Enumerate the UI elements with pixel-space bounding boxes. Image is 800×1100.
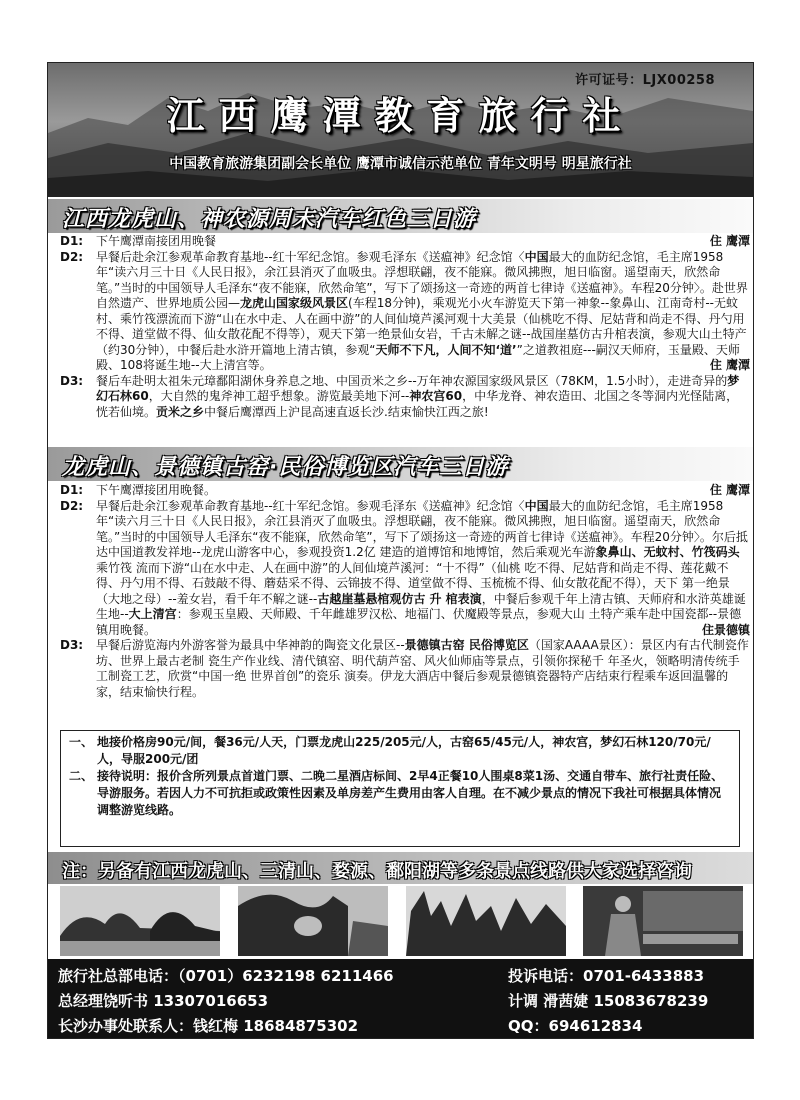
day-text: （国家AAAA景区）：景区内有古代制瓷作坊、世界上最古老制 瓷生产作业线、清代镇窑、明代葫芦窑、风火仙师庙等景点，引领你探秘千 年圣火，领略明清传统手工制瓷工艺，欣赏“中国一绝 世界首创”的瓷乐 演奏。伊龙大酒店中餐后参观景德镇瓷器特产店结束行程乘车返回温馨的家，结束愉快行程。 [96, 638, 749, 699]
tour-flyer [47, 62, 754, 1039]
highlight-text: 景德镇古窑 民俗博览区 [404, 638, 529, 652]
license-number: 许可证号：LJX00258 [575, 73, 715, 88]
day-text: 最大的血防纪念馆，毛主席1958年“读六月三十日《人民日报》，余江县消灭了血吸虫。浮想联翩，夜不能寐。微风拂煦，旭日临窗。遥望南天，欣然命笔。”当时的中国领导人毛泽东“夜不能寐，欣然命笔”，写下了颂扬这一奇迹的两首七律诗《送瘟神》。车程20分钟〉。赴世界自然遗产、世界地质公园— [96, 249, 748, 310]
price-row [69, 734, 731, 768]
highlight-text: 中国 [524, 498, 549, 513]
stay-location: 住 鹰潭 [709, 234, 750, 248]
stay-location: 住 鹰潭 [709, 483, 750, 497]
highlight-text: 龙虎山国家级风景区 [240, 296, 349, 310]
tour2-day3 [60, 638, 750, 700]
item-number: 二、 [69, 769, 94, 783]
dispatch-phone: 计调 滑茜婕 15083678239 [508, 992, 709, 1010]
complaint-phone: 投诉电话：0701-6433883 [508, 967, 705, 985]
highlight-text: 贡米之乡 [156, 404, 205, 419]
price-info-box [60, 730, 740, 847]
performer-photo [583, 886, 743, 956]
day-text: 中餐后鹰潭西上沪昆高速直返长沙.结束愉快江西之旅! [204, 404, 489, 419]
tour2-itinerary [60, 483, 750, 700]
day-text: 最大的血防纪念馆，毛主席1958年“读六月三十日《人民日报》，余江县消灭了血吸虫。浮想联翩，夜不能寐。微风拂煦，旭日临窗。遥望南天，欣然命笔。”当时的中国领导人毛泽东“夜不能寐，欣然命笔”，写下了颂扬这一奇迹的两首七律诗《送瘟神》。车程20分钟〉。尔后抵达中国道教发祥地--龙虎山游客中心，参观投资1.2亿 建造的道博馆和地博馆，然后乘观光车游 [96, 498, 748, 559]
qq-number: QQ：694612834 [508, 1017, 643, 1035]
price-text: 地接价格房90元/间，餐36元/人天，门票龙虎山225/205元/人，古窑65/45元/人，神农宫，梦幻石林120/70元/人，导服200元/团 [97, 735, 711, 766]
day-label: D3: [60, 373, 84, 388]
day-text: ，大自然的鬼斧神工超乎想象。游览最美地下河-- [148, 389, 410, 403]
day-text: 早餐后赴余江参观革命教育基地--红十军纪念馆。参观毛泽东《送瘟神》纪念馆〈 [96, 498, 525, 513]
reception-text: 接待说明：报价含所列景点首道门票、二晚二星酒店标间、2早4正餐10人围桌8菜1汤、交通自带车、旅行社责任险、导游服务。若因人力不可抗拒或政策性因素及单房差产生费用由客人自理。在不减少景点的情况下我社可根据具体情况调整游览线路。 [97, 769, 724, 817]
day-text: (车程18分钟)，乘观光小火车游览天下第一神象--象鼻山、江南奇村--无蚊村、乘竹筏漂流而下游“山在水中走、人在画中游”的人间仙境芦溪河观十大美景（仙桃吃不得、尼姑背和尚走不得、丹勺用不得、道堂做不得、仙女散花配不得等），观天下第一绝景仙女岩，千古未解之谜--战国崖墓仿古升棺表演，参观大山土特产（约30分钟），中餐后赴水浒开篇地上清古镇，参观“ [96, 296, 747, 357]
header-banner [48, 63, 753, 194]
tour2-title: 龙虎山、景德镇古窑·民俗博览区汽车三日游 [62, 455, 509, 480]
day-text: ，中华龙脊、神农造田、北国之冬等洞内光怪陆离，恍若仙境。 [96, 389, 739, 419]
day-text: 早餐后游览海内外游客誉为最具中华神韵的陶瓷文化景区-- [96, 638, 405, 652]
changsha-office-contact: 长沙办事处联系人：钱红梅 18684875302 [58, 1017, 359, 1035]
day-text: ”之道教祖庭---嗣汉天师府，玉量殿、天师殿、108将诞生地--大上清宫等。 [96, 342, 740, 372]
highlight-text: 中国 [524, 249, 549, 264]
highlight-text: 神农宫60 [409, 389, 463, 403]
day-label: D1: [60, 234, 84, 248]
hq-phone: 旅行社总部电话：（0701）6232198 6211466 [58, 967, 394, 985]
stay-location: 住景德镇 [701, 622, 750, 637]
day-text: ：参观玉皇殿、天师殿、千年雌雄罗汉松、地福门、伏魔殿等景点，参观大山 土特产乘车赴中国瓷都--景德镇用晚餐。 [96, 607, 742, 637]
day-text: 餐后车赴明太祖朱元璋鄱阳湖休身养息之地、中国贡米之乡--万年神农源国家级风景区（78KM，1.5小时），走进奇异的 [96, 373, 728, 388]
day-label: D1: [60, 483, 84, 497]
day-label: D2: [60, 249, 84, 264]
rock-arch-photo [238, 886, 388, 956]
day-text: ，中餐后参观千年上清古镇、天师府和水浒英雄诞生地-- [96, 591, 746, 621]
tour1-day2 [60, 250, 750, 374]
stay-location: 住 鹰潭 [709, 358, 750, 372]
note-banner [48, 852, 753, 884]
highlight-text: 象鼻山、无蚊村、竹筏码头 [595, 545, 740, 559]
divider [48, 194, 753, 197]
tour1-itinerary [60, 234, 750, 420]
highlight-text: 天师不下凡，人间不知‘道’ [375, 342, 517, 357]
agency-slogan: 中国教育旅游集团副会长单位 鹰潭市诚信示范单位 青年文明号 明星旅行社 [169, 156, 632, 172]
day-text: 下午鹰潭接团用晚餐。 [96, 483, 217, 497]
highlight-text: 梦幻石林60 [96, 373, 740, 403]
tour1-title: 江西龙虎山、神农源周末汽车红色三日游 [62, 207, 477, 232]
tour2-day1 [60, 483, 750, 499]
agency-name: 江西鹰潭教育旅行社 [166, 93, 635, 138]
item-number: 一、 [69, 735, 94, 749]
tour2-banner [48, 447, 753, 481]
river-karst-photo [60, 886, 220, 956]
reception-row [69, 768, 731, 819]
day-label: D3: [60, 638, 84, 652]
day-text: 乘竹筏 流而下游“山在水中走、人在画中游”的人间仙境芦溪河：“十不得”（仙桃 吃不得、尼姑背和尚走不得、莲花戴不得、丹勺用不得、石鼓敲不得、蘑菇采不得、云锦披不得、道堂做不得、玉梳梳不得、仙女散花配不得），天下 第一绝景（大地之母）--羞女岩，看千年不解之谜-- [96, 560, 730, 606]
tour1-day1 [60, 234, 750, 250]
tour1-banner [48, 199, 753, 233]
note-text: 注：另备有江西龙虎山、三清山、婺源、鄱阳湖等多条景点线路供大家选择咨询 [62, 861, 692, 882]
day-text: 下午鹰潭南接团用晚餐 [96, 234, 217, 248]
stone-forest-photo [406, 886, 566, 956]
highlight-text: 古越崖墓悬棺观仿古 升 棺表演 [317, 591, 482, 606]
day-text: 早餐后赴余江参观革命教育基地--红十军纪念馆。参观毛泽东《送瘟神》纪念馆〈 [96, 249, 525, 264]
tour2-day2 [60, 499, 750, 639]
contact-footer [48, 959, 753, 1039]
day-label: D2: [60, 498, 84, 513]
general-manager-phone: 总经理饶听书 13307016653 [58, 992, 269, 1010]
highlight-text: 大上清宫 [128, 607, 177, 621]
tour1-day3 [60, 374, 750, 421]
